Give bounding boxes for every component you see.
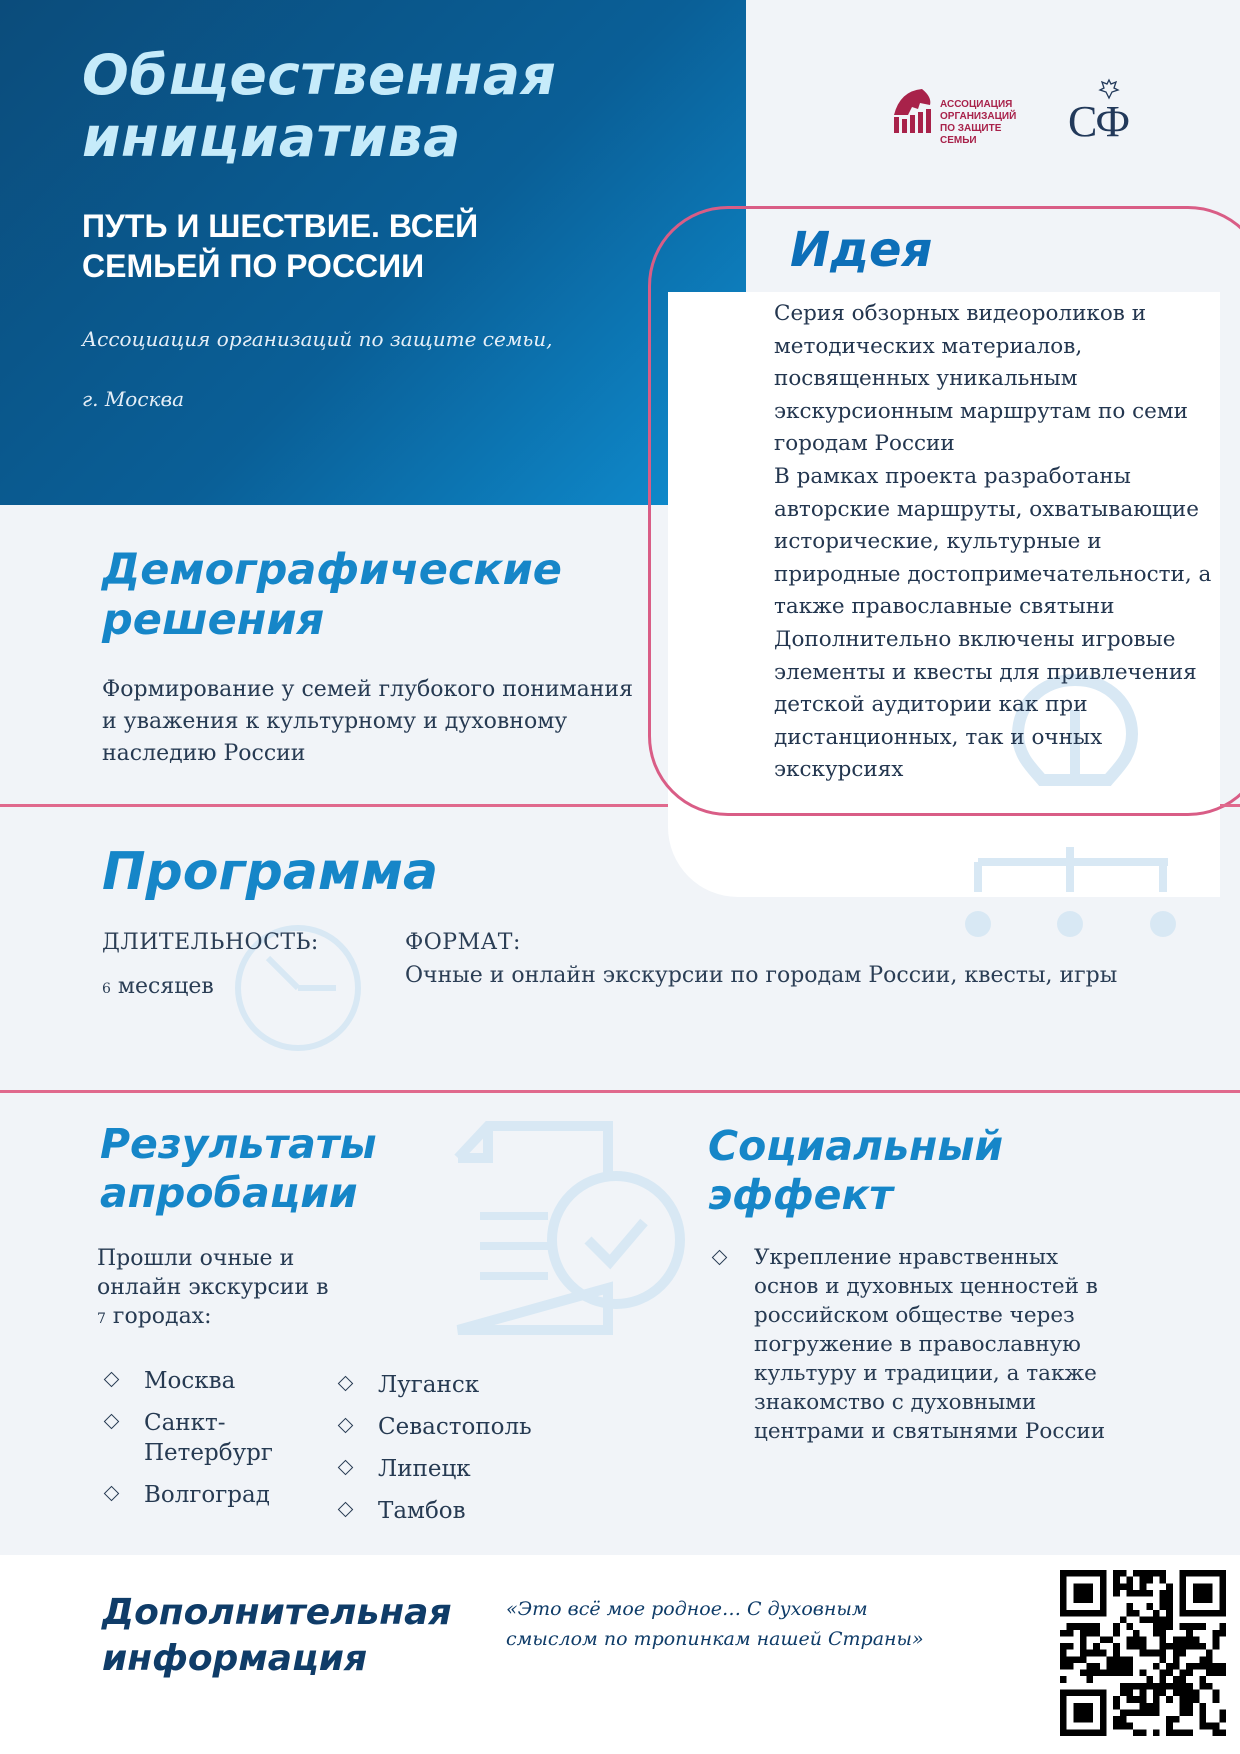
project-title <box>82 206 582 286</box>
association-logo <box>890 85 1040 146</box>
diamond-bullet-icon <box>338 1502 354 1518</box>
results-intro: Прошли очные и онлайн экскурсии в 7 городах: <box>97 1246 329 1329</box>
idea-paragraph: Серия обзорных видеороликов и методических материалов, посвященных уникальным экскурсионным маршрутам по семи городам России <box>774 301 1188 457</box>
cities-count: 7 <box>97 1311 106 1327</box>
diamond-bullet-icon <box>104 1486 120 1502</box>
duration-value <box>102 974 214 999</box>
format-value: Очные и онлайн экскурсии по городам России, квесты, игры <box>405 963 1118 988</box>
duration-label: ДЛИТЕЛЬНОСТЬ: <box>102 930 319 955</box>
cities-list-left <box>102 1366 302 1522</box>
demography-heading: Демографические решения <box>102 545 562 645</box>
idea-heading: Идея <box>790 222 933 278</box>
association-logo-text: АССОЦИАЦИЯ ОРГАНИЗАЦИЙ ПО ЗАЩИТЕ СЕМЬИ <box>940 99 1017 146</box>
diamond-bullet-icon <box>338 1418 354 1434</box>
city-item: Луганск <box>336 1370 596 1400</box>
duration-number: 6 <box>102 981 111 997</box>
program-heading: Программа <box>102 842 439 902</box>
diamond-bullet-icon <box>712 1250 728 1266</box>
federation-council-logo <box>1068 78 1148 146</box>
organization-name: Ассоциация организаций по защите семьи, <box>82 327 553 351</box>
qr-code-icon[interactable] <box>1060 1570 1226 1736</box>
demography-text: Формирование у семей глубокого понимания и уважения к культурному и духовному наследию России <box>102 677 633 766</box>
project-title-line1: ПУТЬ И ШЕСТВИЕ. ВСЕЙ <box>82 208 479 244</box>
cities-list-right <box>336 1370 596 1538</box>
duration-unit: месяцев <box>117 974 214 999</box>
city-item: Тамбов <box>336 1496 596 1526</box>
federation-council-letters: СФ <box>1068 97 1129 146</box>
format-label: ФОРМАТ: <box>405 930 521 955</box>
city-item: Волгоград <box>102 1480 302 1510</box>
organization-city: г. Москва <box>82 387 185 411</box>
additional-info-heading: Дополнительная информация <box>102 1592 452 1679</box>
divider-line <box>0 1090 1240 1093</box>
diamond-bullet-icon <box>104 1372 120 1388</box>
city-item: Санкт-Петербург <box>102 1408 252 1468</box>
project-title-line2: СЕМЬЕЙ ПО РОССИИ <box>82 248 425 284</box>
diamond-bullet-icon <box>104 1414 120 1430</box>
network-icon <box>958 812 1178 942</box>
initiative-title-line2: инициатива <box>82 105 461 169</box>
divider-line <box>0 804 668 807</box>
diamond-bullet-icon <box>338 1376 354 1392</box>
results-heading: Результаты апробации <box>100 1120 377 1217</box>
idea-paragraph: Дополнительно включены игровые элементы и квесты для привлечения детской аудитории как при дистанционных, так и очных экскурсиях <box>774 626 1197 783</box>
idea-paragraph: В рамках проекта разработаны авторские маршруты, охватывающие исторические, культурные и природные достопримечательности, а также православные святыни <box>774 463 1212 620</box>
social-effect-text: Укрепление нравственных основ и духовных ценностей в российском обществе через погружение в православную культуру и традиции, а также знакомство с духовными центрами и святынями России <box>754 1245 1106 1444</box>
city-item: Севастополь <box>336 1412 596 1442</box>
initiative-title-line1: Общественная <box>82 43 557 107</box>
idea-text <box>774 298 1214 787</box>
city-item: Москва <box>102 1366 302 1396</box>
initiative-title <box>82 44 682 168</box>
footer-quote: «Это всё мое родное… С духовным смыслом по тропинкам нашей Страны» <box>506 1598 924 1650</box>
diamond-bullet-icon <box>338 1460 354 1476</box>
hero-banner <box>0 0 746 505</box>
social-effect-heading: Социальный эффект <box>708 1122 1004 1219</box>
city-item: Липецк <box>336 1454 596 1484</box>
divider-line <box>1220 804 1240 807</box>
association-emblem-icon <box>890 85 936 137</box>
